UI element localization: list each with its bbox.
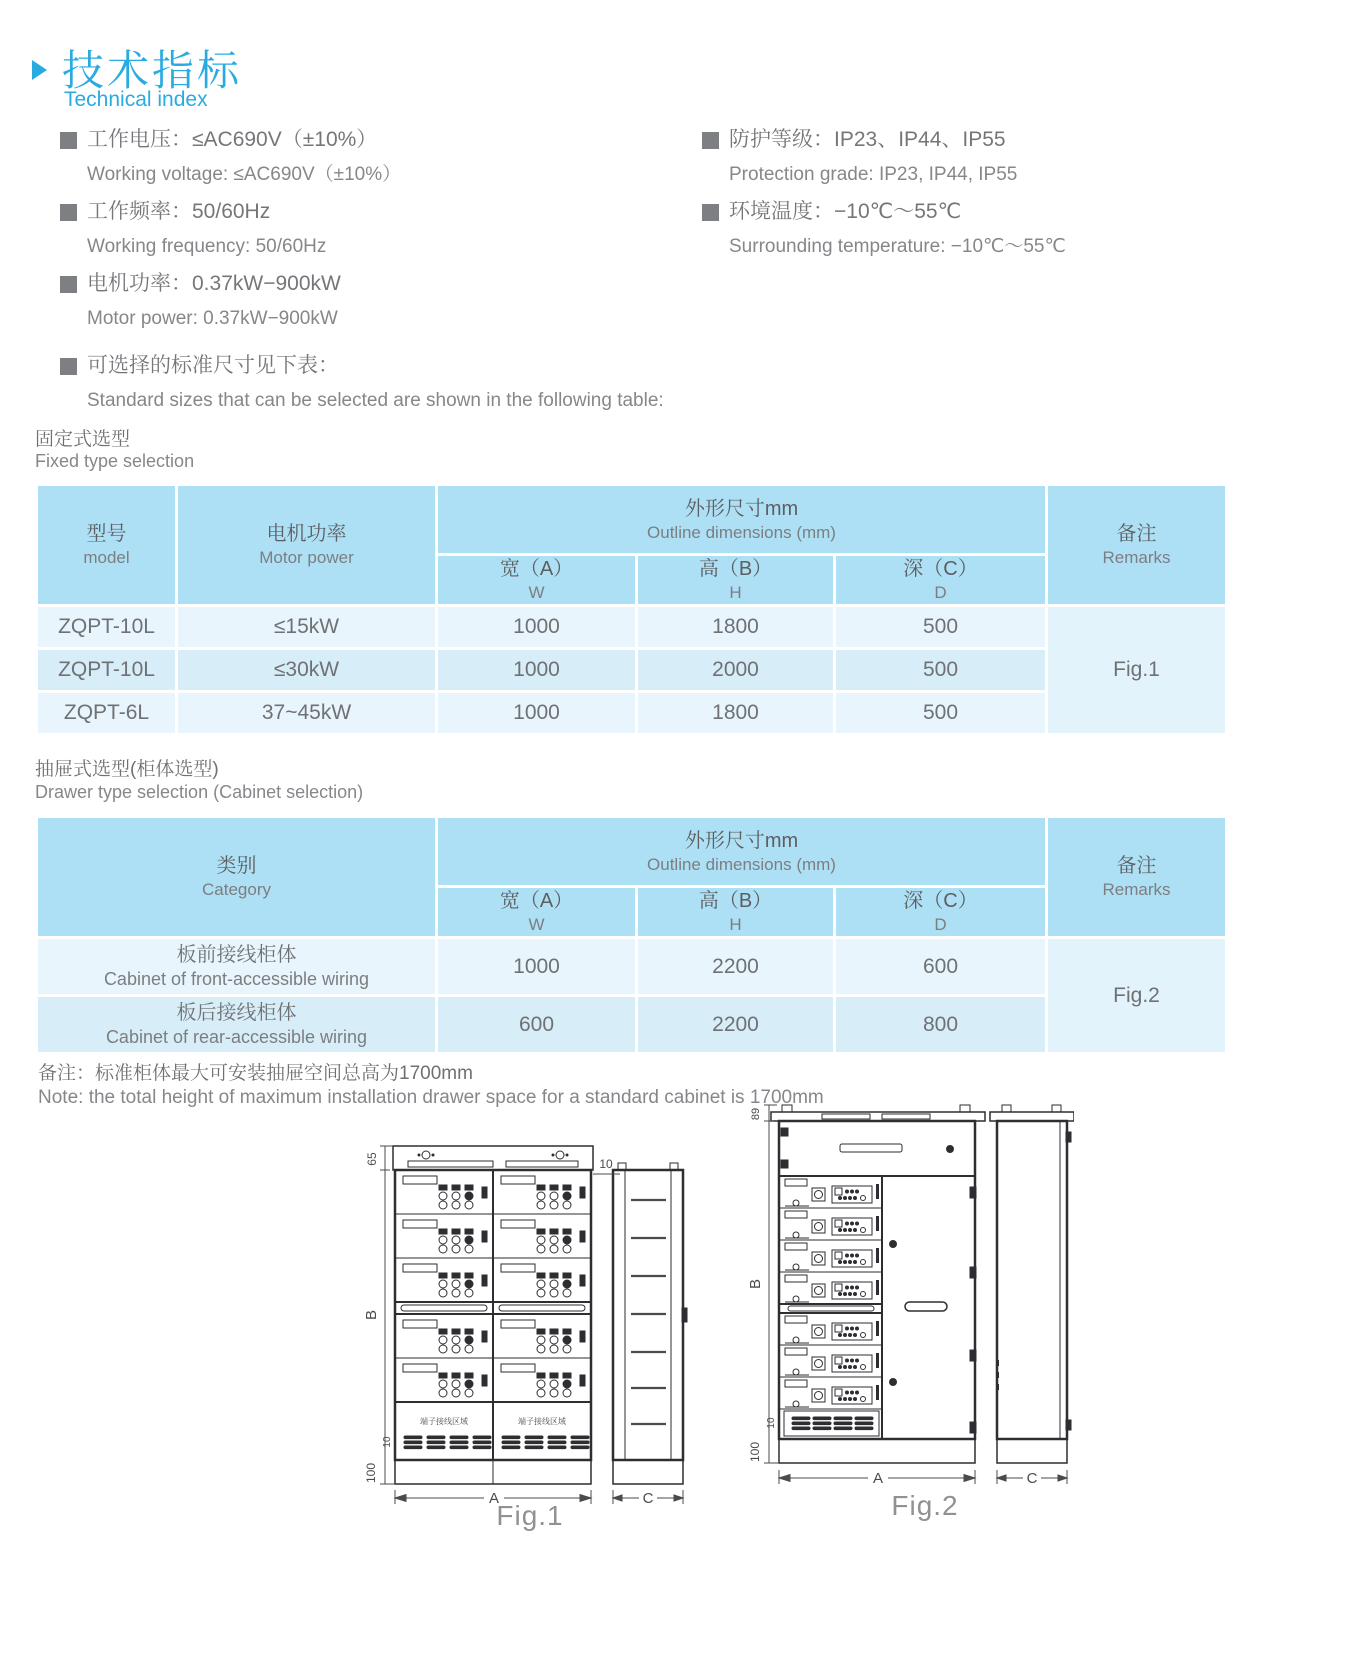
fig2-drawing xyxy=(722,1092,1074,1524)
bullet-square-icon xyxy=(60,204,77,221)
col-header-height xyxy=(637,887,835,938)
cell-height: 2000 xyxy=(637,649,835,692)
fig2-caption: Fig.2 xyxy=(891,1490,959,1521)
spec-zh-text: 电机功率：0.37kW−900kW xyxy=(87,272,341,295)
col-header-depth-zh: 深（C） xyxy=(903,890,978,912)
cell-model: ZQPT-10L xyxy=(37,606,177,649)
spec-en-text: Motor power: 0.37kW−900kW xyxy=(87,308,338,329)
cell-model: ZQPT-10L xyxy=(37,649,177,692)
col-header-remarks xyxy=(1047,485,1227,606)
col-header-category-en: Category xyxy=(202,880,271,899)
col-header-height-en: H xyxy=(729,583,742,602)
bullet-square-icon xyxy=(60,132,77,149)
arrow-right-icon xyxy=(32,60,47,80)
spec-list-left xyxy=(60,126,690,342)
col-header-power xyxy=(177,485,437,606)
cell-height: 1800 xyxy=(637,606,835,649)
col-header-category-zh: 类别 xyxy=(216,855,257,877)
fig1-dim-plinth: 65 xyxy=(365,1152,379,1166)
col-header-dimensions-en: Outline dimensions (mm) xyxy=(647,854,836,874)
fig2-front-view xyxy=(771,1105,985,1463)
fig2-dim-height: B xyxy=(747,1278,764,1290)
cell-category-zh: 板前接线柜体 xyxy=(176,944,297,966)
col-header-depth xyxy=(835,555,1047,606)
fixed-type-table xyxy=(35,483,1228,736)
fig1-dim-depth: C xyxy=(642,1490,654,1507)
page-title: 技术指标 xyxy=(62,47,243,94)
cell-depth: 500 xyxy=(835,692,1047,735)
col-header-width xyxy=(437,887,637,938)
col-header-dimensions-zh: 外形尺寸mm xyxy=(684,497,799,520)
bullet-square-icon xyxy=(60,358,77,375)
cell-height: 2200 xyxy=(637,996,835,1054)
spec-protection-grade xyxy=(702,126,1342,188)
col-header-dimensions xyxy=(437,485,1047,555)
page-subtitle: Technical index xyxy=(64,88,208,111)
fig1-dim-vent: 10 xyxy=(382,1436,393,1448)
col-header-remarks xyxy=(1047,817,1227,938)
col-header-category xyxy=(37,817,437,938)
spec-working-frequency xyxy=(60,198,690,260)
fig2-side-view xyxy=(990,1105,1074,1463)
cell-category-zh: 板后接线柜体 xyxy=(176,1002,297,1024)
spec-en-text: Standard sizes that can be selected are shown in the following table: xyxy=(87,390,664,411)
fig1-front-view xyxy=(393,1146,593,1484)
col-header-depth-en: D xyxy=(934,583,947,602)
cell-category-en: Cabinet of rear-accessible wiring xyxy=(105,1027,368,1047)
cell-power: ≤15kW xyxy=(177,606,437,649)
cell-height: 1800 xyxy=(637,692,835,735)
col-header-power-zh: 电机功率 xyxy=(266,523,347,545)
col-header-power-en: Motor power xyxy=(259,548,354,567)
spec-working-voltage xyxy=(60,126,690,188)
fig1-caption: Fig.1 xyxy=(496,1500,564,1531)
cell-remarks: Fig.2 xyxy=(1047,938,1227,1054)
spec-table-intro xyxy=(60,352,960,424)
fig1-terminal-label: 端子接线区域 xyxy=(420,1417,468,1426)
table-row xyxy=(37,606,1227,649)
col-header-dimensions-zh: 外形尺寸mm xyxy=(684,829,799,852)
fig2-dim-vent: 10 xyxy=(766,1417,777,1429)
cell-category xyxy=(37,996,437,1054)
spec-en-text: Working voltage: ≤AC690V（±10%） xyxy=(87,164,402,185)
col-header-remarks-zh: 备注 xyxy=(1116,855,1157,877)
cell-width: 1000 xyxy=(437,649,637,692)
fig1-dim-width: A xyxy=(488,1490,500,1507)
col-header-dimensions xyxy=(437,817,1047,887)
col-header-width-en: W xyxy=(528,915,545,934)
cell-width: 1000 xyxy=(437,692,637,735)
spec-zh-text: 工作频率：50/60Hz xyxy=(87,200,271,223)
drawer-section-title-zh: 抽屉式选型(柜体选型) xyxy=(35,759,219,780)
spec-motor-power xyxy=(60,270,690,332)
cell-height: 2200 xyxy=(637,938,835,996)
fig1-drawing xyxy=(338,1128,690,1524)
col-header-depth xyxy=(835,887,1047,938)
col-header-remarks-zh: 备注 xyxy=(1116,523,1157,545)
fixed-section-title-en: Fixed type selection xyxy=(35,451,195,471)
spec-en-text: Protection grade: IP23, IP44, IP55 xyxy=(729,164,1018,185)
col-header-height-en: H xyxy=(729,915,742,934)
fig1-dim-base: 100 xyxy=(364,1462,378,1484)
cell-category xyxy=(37,938,437,996)
table-row xyxy=(37,938,1227,996)
col-header-model xyxy=(37,485,177,606)
cell-depth: 600 xyxy=(835,938,1047,996)
fig2-dim-base: 100 xyxy=(748,1441,762,1463)
spec-zh-text: 防护等级：IP23、IP44、IP55 xyxy=(729,128,1006,151)
table-note-zh: 备注：标准柜体最大可安装抽屉空间总高为1700mm xyxy=(38,1063,473,1084)
bullet-square-icon xyxy=(702,132,719,149)
col-header-height-zh: 高（B） xyxy=(698,890,773,912)
cell-power: ≤30kW xyxy=(177,649,437,692)
spec-list-right xyxy=(702,126,1342,270)
col-header-depth-zh: 深（C） xyxy=(903,558,978,580)
fig1-side-view xyxy=(613,1163,687,1484)
spec-surrounding-temperature xyxy=(702,198,1342,260)
fig2-dim-depth: C xyxy=(1026,1470,1038,1487)
col-header-width-en: W xyxy=(528,583,545,602)
cell-depth: 500 xyxy=(835,606,1047,649)
col-header-height xyxy=(637,555,835,606)
cell-model: ZQPT-6L xyxy=(37,692,177,735)
spec-zh-text: 工作电压：≤AC690V（±10%） xyxy=(87,128,378,151)
col-header-dimensions-en: Outline dimensions (mm) xyxy=(647,522,836,542)
col-header-model-zh: 型号 xyxy=(86,523,127,545)
col-header-depth-en: D xyxy=(934,915,947,934)
bullet-square-icon xyxy=(60,276,77,293)
col-header-remarks-en: Remarks xyxy=(1102,548,1171,567)
cell-remarks: Fig.1 xyxy=(1047,606,1227,735)
cell-category-en: Cabinet of front-accessible wiring xyxy=(103,969,370,989)
drawer-section-title-en: Drawer type selection (Cabinet selection) xyxy=(35,782,364,802)
col-header-width-zh: 宽（A） xyxy=(499,558,574,580)
fixed-section-title-zh: 固定式选型 xyxy=(35,429,131,450)
col-header-height-zh: 高（B） xyxy=(698,558,773,580)
bullet-square-icon xyxy=(702,204,719,221)
spec-zh-text: 可选择的标准尺寸见下表： xyxy=(87,354,339,377)
cell-depth: 500 xyxy=(835,649,1047,692)
fig2-dim-roof: 89 xyxy=(750,1107,762,1121)
cell-width: 600 xyxy=(437,996,637,1054)
col-header-width-zh: 宽（A） xyxy=(499,890,574,912)
fig1-dim-height: B xyxy=(363,1309,380,1321)
col-header-width xyxy=(437,555,637,606)
cell-width: 1000 xyxy=(437,606,637,649)
cell-depth: 800 xyxy=(835,996,1047,1054)
cell-power: 37~45kW xyxy=(177,692,437,735)
drawer-type-table xyxy=(35,815,1228,1055)
fig2-dim-width: A xyxy=(872,1470,884,1487)
cell-width: 1000 xyxy=(437,938,637,996)
spec-zh-text: 环境温度：−10℃～55℃ xyxy=(729,200,962,223)
col-header-remarks-en: Remarks xyxy=(1102,880,1171,899)
spec-en-text: Working frequency: 50/60Hz xyxy=(87,236,327,257)
table-note-en: Note: the total height of maximum installation drawer space for a standard cabinet is 1700mm xyxy=(38,1087,824,1108)
fig1-terminal-label: 端子接线区域 xyxy=(518,1417,566,1426)
spec-en-text: Surrounding temperature: −10℃～55℃ xyxy=(729,236,1066,257)
col-header-model-en: model xyxy=(83,548,130,567)
fig1-dim-gap: 10 xyxy=(599,1157,613,1171)
